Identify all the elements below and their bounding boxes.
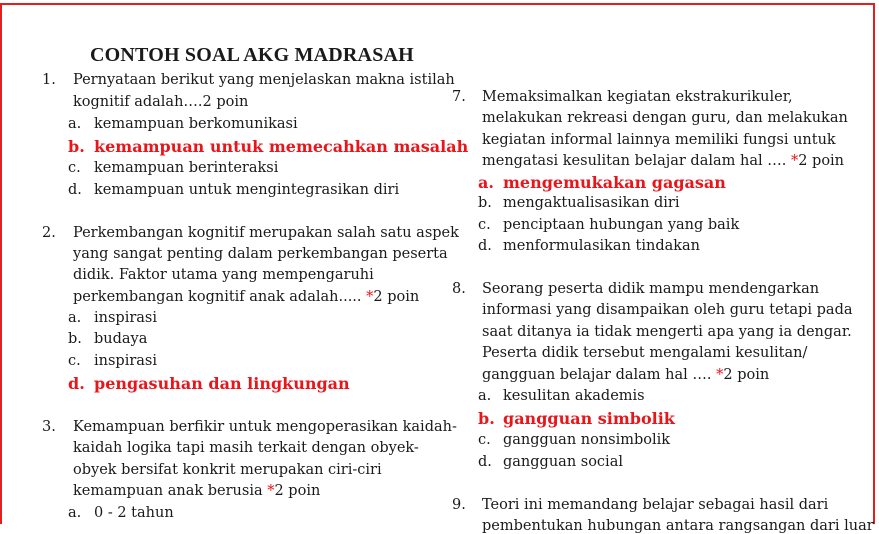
question-text: mengatasi kesulitan belajar dalam hal …. *2 poin	[482, 153, 845, 169]
option-letter: c.	[478, 217, 491, 233]
question-text: Kemampuan berfikir untuk mengoperasikan kaidah-	[73, 419, 457, 435]
option-text: 0 - 2 tahun	[94, 505, 174, 521]
page-title: CONTOH SOAL AKG MADRASAH	[90, 44, 414, 66]
answer-text: gangguan simbolik	[503, 409, 675, 428]
option-text: kemampuan berinteraksi	[94, 160, 279, 176]
question-text: Pernyataan berikut yang menjelaskan makna istilah	[73, 72, 455, 88]
option-letter: d.	[68, 182, 82, 198]
option-letter: c.	[68, 353, 81, 369]
option-text: inspirasi	[94, 310, 157, 326]
points-label: 2 poin	[274, 483, 321, 499]
option-text: budaya	[94, 331, 148, 347]
question-text: Teori ini memandang belajar sebagai hasil dari	[482, 497, 829, 513]
answer-text: mengemukakan gagasan	[503, 173, 726, 192]
question-text: kemampuan anak berusia *2 poin	[73, 483, 321, 499]
question-text: Perkembangan kognitif merupakan salah satu aspek	[73, 225, 459, 241]
option-letter: b.	[478, 195, 492, 211]
option-letter: a.	[68, 116, 82, 132]
question-text: pembentukan hubungan antara rangsangan dari luar	[482, 518, 874, 534]
question-number: 2.	[42, 225, 56, 241]
option-letter: a.	[68, 310, 82, 326]
question-text: Seorang peserta didik mampu mendengarkan	[482, 281, 820, 297]
option-text: kesulitan akademis	[503, 388, 645, 404]
option-letter: c.	[478, 432, 491, 448]
question-text: kaidah logika tapi masih terkait dengan obyek-	[73, 440, 419, 456]
points-label: 2 poin	[723, 367, 770, 383]
option-text: kemampuan berkomunikasi	[94, 116, 298, 132]
points-star: *	[267, 483, 275, 499]
question-text: didik. Faktor utama yang mempengaruhi	[73, 267, 374, 283]
question-number: 8.	[452, 281, 466, 297]
answer-letter: d.	[68, 374, 85, 393]
question-text: informasi yang disampaikan oleh guru tetapi pada	[482, 302, 853, 318]
option-text: mengaktualisasikan diri	[503, 195, 680, 211]
question-text: perkembangan kognitif anak adalah..... *2 poin	[73, 289, 420, 305]
answer-text: pengasuhan dan lingkungan	[94, 374, 350, 393]
option-text: gangguan nonsimbolik	[503, 432, 671, 448]
option-letter: b.	[68, 331, 82, 347]
option-text: penciptaan hubungan yang baik	[503, 217, 740, 233]
option-text: gangguan social	[503, 454, 623, 470]
question-number: 1.	[42, 72, 56, 88]
option-text: menformulasikan tindakan	[503, 238, 701, 254]
points-star: *	[366, 289, 374, 305]
points-star: *	[790, 153, 799, 169]
question-number: 7.	[452, 89, 466, 105]
option-letter: c.	[68, 160, 81, 176]
question-number: 3.	[42, 419, 56, 435]
points-star: *	[716, 367, 724, 383]
question-text: Peserta didik tersebut mengalami kesulitan/	[482, 345, 808, 361]
question-number: 9.	[452, 497, 466, 513]
points-label: 2 poin	[798, 153, 845, 169]
points-label: 2 poin	[373, 289, 420, 305]
question-text: Memaksimalkan kegiatan ekstrakurikuler,	[482, 89, 793, 105]
question-text: kegiatan informal lainnya memiliki fungsi untuk	[482, 132, 836, 148]
option-text: inspirasi	[94, 353, 157, 369]
answer-text: kemampuan untuk memecahkan masalah	[94, 137, 469, 156]
question-text: melakukan rekreasi dengan guru, dan melakukan	[482, 110, 848, 126]
option-text: kemampuan untuk mengintegrasikan diri	[94, 182, 400, 198]
option-letter: a.	[68, 505, 82, 521]
option-letter: d.	[478, 238, 492, 254]
question-text: yang sangat penting dalam perkembangan peserta	[73, 246, 448, 262]
option-letter: d.	[478, 454, 492, 470]
question-text: kognitif adalah….2 poin	[73, 94, 249, 110]
question-text: gangguan belajar dalam hal …. *2 poin	[482, 367, 770, 383]
answer-letter: b.	[68, 137, 85, 156]
answer-letter: a.	[478, 173, 494, 192]
question-text: obyek bersifat konkrit merupakan ciri-ciri	[73, 462, 382, 478]
answer-letter: b.	[478, 409, 495, 428]
question-text: saat ditanya ia tidak mengerti apa yang ia dengar.	[482, 324, 852, 340]
option-letter: a.	[478, 388, 492, 404]
